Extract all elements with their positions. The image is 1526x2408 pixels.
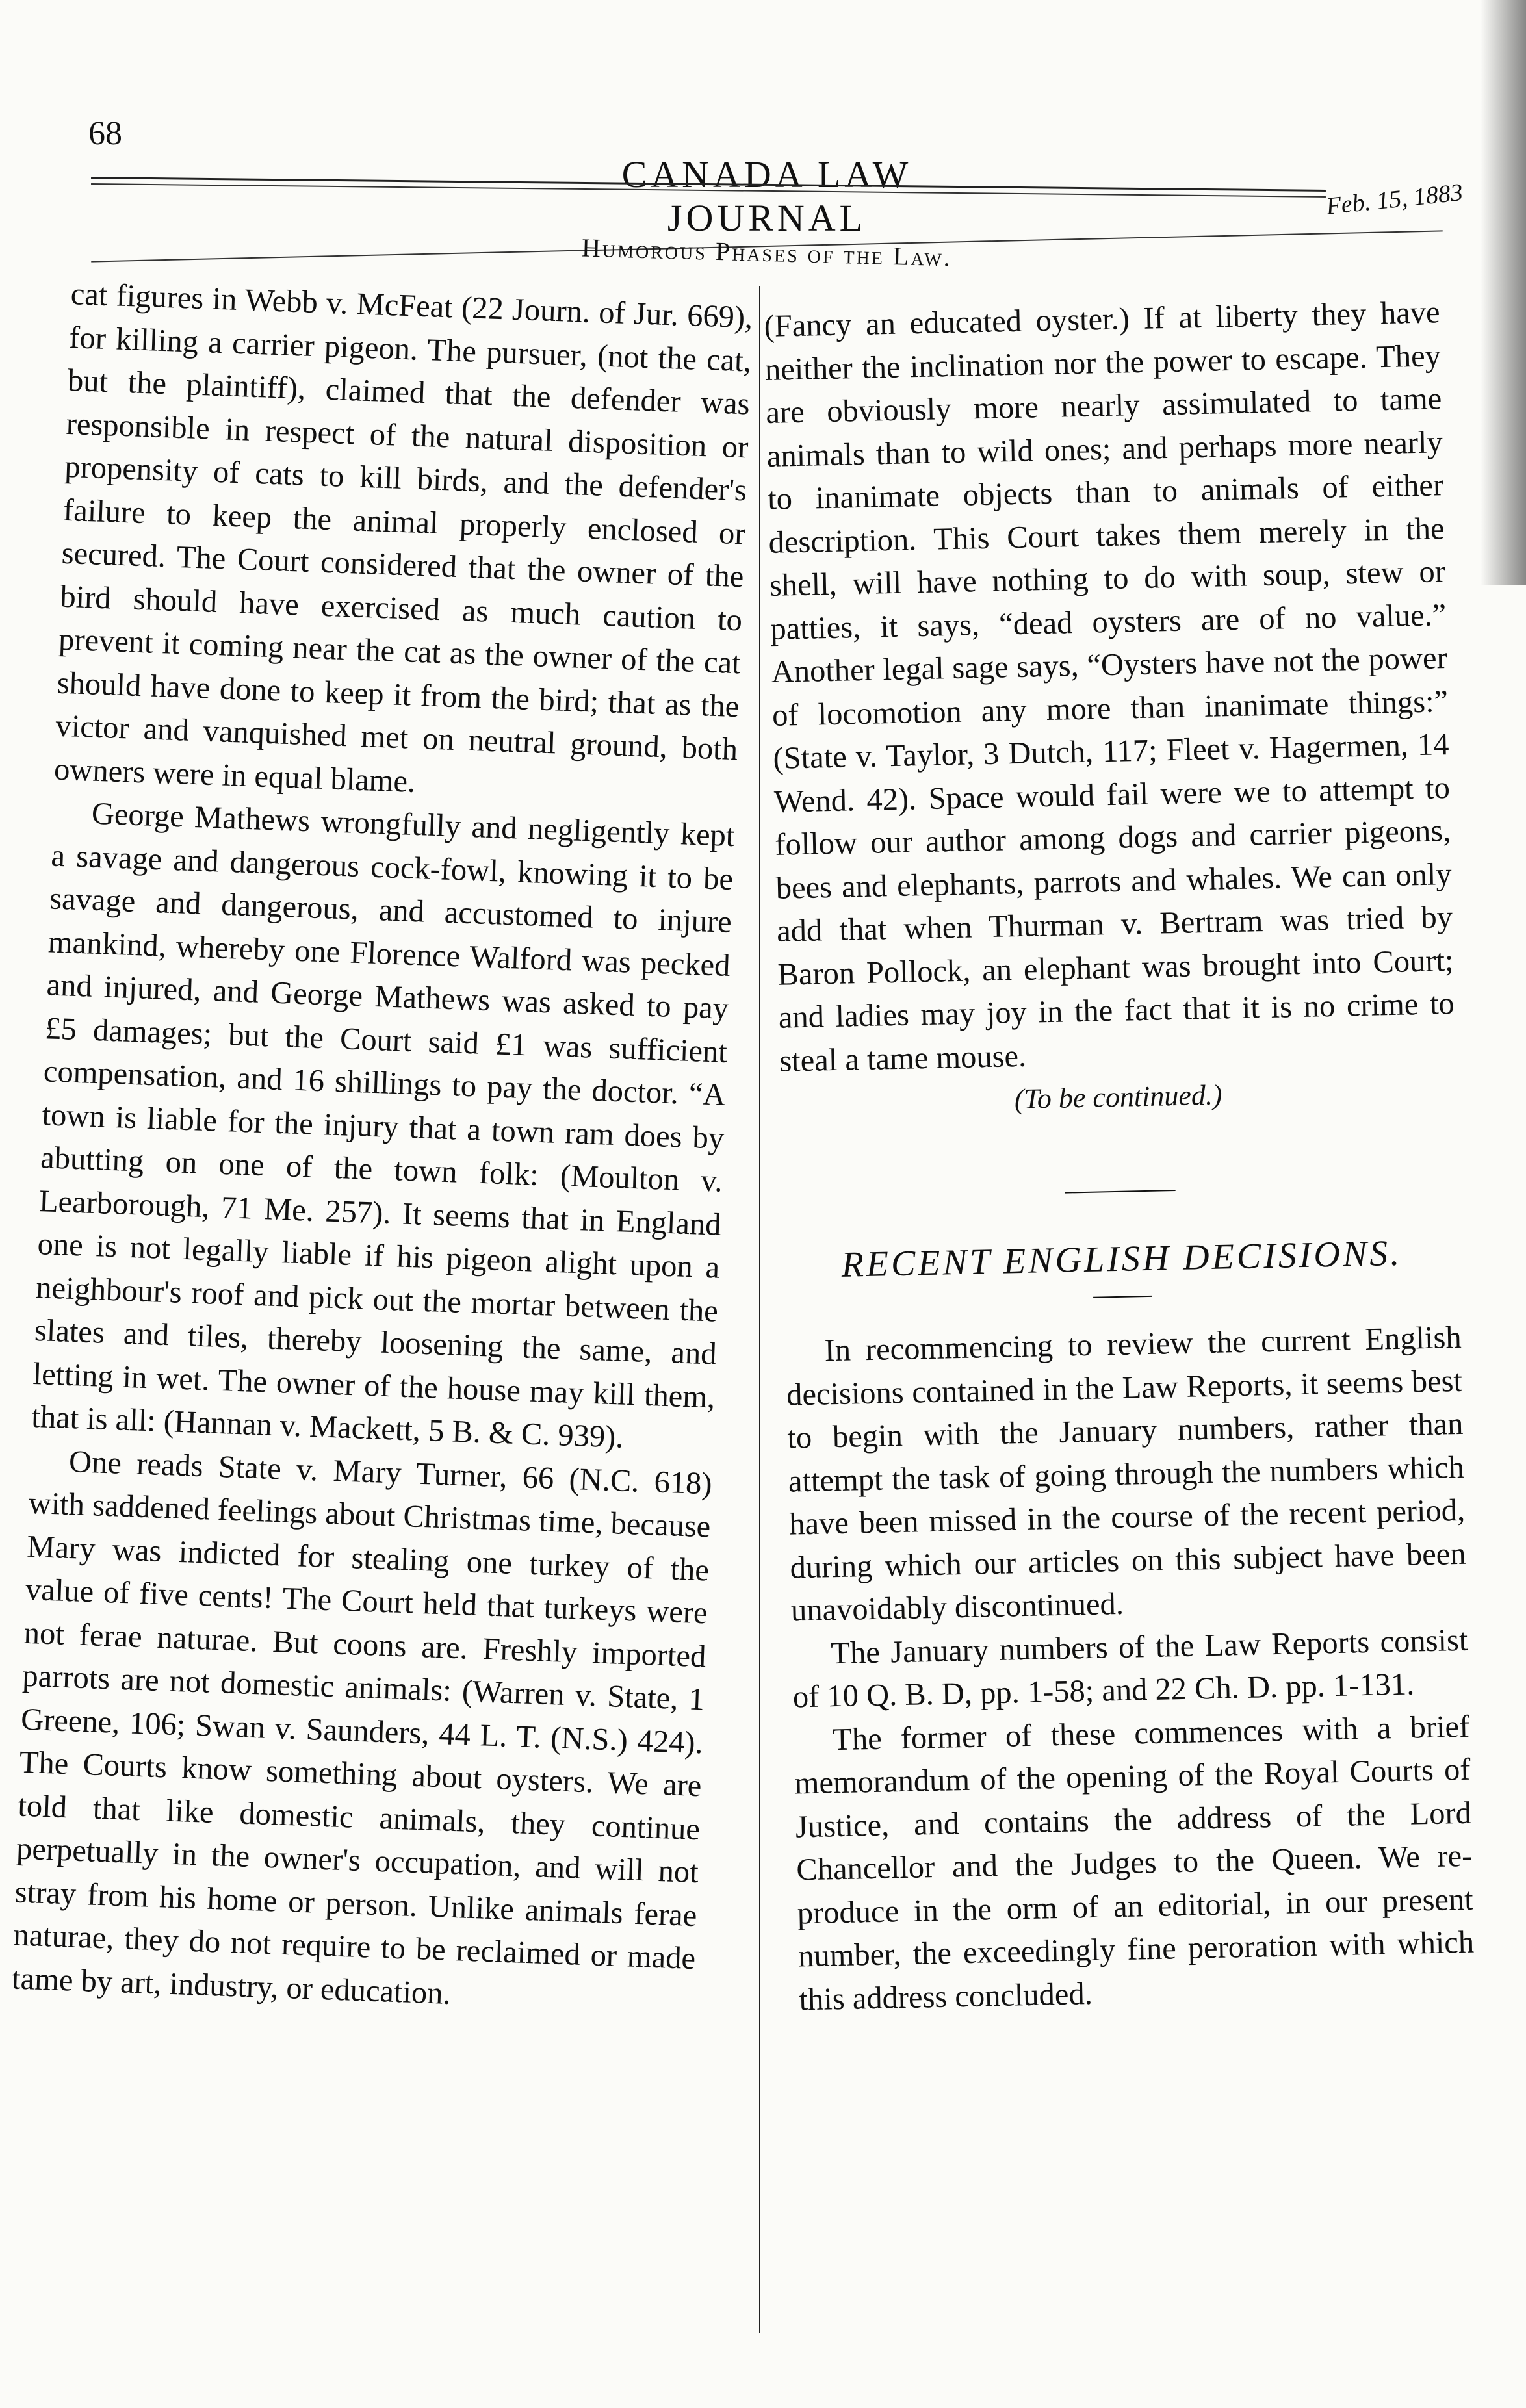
section-paragraph-2: The January numbers of the Law Reports consist of 10 Q. B. D, pp. 1-58; and 22 Ch. D. pp. 1-131. — [792, 1622, 1468, 1715]
column-divider — [759, 286, 760, 2333]
scan-edge-shadow — [1481, 0, 1526, 585]
section-rule — [1065, 1190, 1176, 1194]
to-be-continued: (To be continued.) — [1014, 1079, 1223, 1116]
running-head: Humorous Phases of the Law. — [581, 233, 953, 272]
right-column — [764, 291, 1475, 2021]
section-paragraph-3: The former of these commences with a brief memorandum of the opening of the Royal Courts of Justice, and contains the address of the Lord Chancellor and the Judges to the Queen. We re-produce in the orm of an editorial, in our present number, the exceedingly fine peroration with which this address concluded. — [794, 1709, 1475, 2017]
section-title: RECENT ENGLISH DECISIONS. — [840, 1233, 1403, 1285]
page-number: 68 — [88, 115, 122, 152]
section-title-rule — [1093, 1296, 1152, 1298]
left-paragraph-2: George Mathews wrongfully and negligently kept a savage and dangerous cock-fowl, knowing it to be savage and dangerous, and accustomed to injure mankind, whereby one Florence Walford was pecked and injured, and George Mathews was asked to pay £5 damages; but the Court said £1 was sufficient compensation, and 16 shillings to pay the doctor. “A town is liable for the injury that a town ram does by abutting on one of the town folk: (Moulton v. Learborough, 71 Me. 257). It seems that in England one is not legally liable if his pigeon alight upon a neighbour's roof and pick out the mortar between the slates and tiles, thereby loosening the same, and letting in wet. The owner of the house may kill them, that is all: (Hannan v. Mackett, 5 B. & C. 939). — [31, 796, 736, 1455]
left-paragraph-3: One reads State v. Mary Turner, 66 (N.C. 618) with saddened feelings about Christmas time, because Mary was indicted for stealing one turkey of the value of five cents! The Court held that turkeys were not ferae naturae. But coons are. Freshly imported parrots are not domestic animals: (Warren v. State, 1 Greene, 106; Swan v. Saunders, 44 L. T. (N.S.) 424). The Courts know something about oysters. We are told that like domestic animals, they continue perpetually in the owner's occupation, and will not stray from his home or person. Unlike animals ferae naturae, they do not require to be reclaimed or made tame by art, industry, or education. — [11, 1444, 713, 2011]
section-paragraph-1: In recommencing to review the current English decisions contained in the Law Reports, it seems best to begin with the January numbers, rather than attempt the task of going through the numbers which have been missed in the course of the recent period, during which our articles on this subject have been unavoidably discontinued. — [786, 1320, 1467, 1628]
issue-date: Feb. 15, 1883 — [1325, 179, 1464, 220]
right-paragraph-1: (Fancy an educated oyster.) If at liberty they have neither the inclination nor the power to escape. They are obviously more nearly assimulated to tame animals than to wild ones; and perhaps more nearly to inanimate objects than to animals of either description. This Court takes them merely in the shell, will have nothing to do with soup, stew or patties, it says, “dead oysters are of no value.” Another legal sage says, “Oysters have not the power of locomotion any more than inanimate things:” (State v. Taylor, 3 Dutch, 117; Fleet v. Hagermen, 14 Wend. 42). Space would fail were we to attempt to follow our author among dogs and carrier pigeons, bees and elephants, parrots and whales. We can only add that when Thurman v. Bertram was tried by Baron Pollock, an elephant was brought into Court; and ladies may joy in the fact that it is no crime to steal a tame mouse. — [764, 295, 1455, 1079]
journal-title: CANADA LAW JOURNAL — [621, 153, 912, 239]
left-paragraph-1: cat figures in Webb v. McFeat (22 Journ. of Jur. 669), for killing a carrier pigeon. The pursuer, (not the cat, but the plaintiff), claimed that the defender was responsible in respect of the natural disposition or propensity of cats to kill birds, and the defender's failure to keep the animal properly enclosed or secured. The Court considered that the owner of the bird should have exercised as much caution to prevent it coming near the cat as the owner of the cat should have done to keep it from the bird; that as the victor and vanquished met on neutral ground, both owners were in equal blame. — [53, 276, 754, 799]
left-column — [11, 273, 753, 2024]
